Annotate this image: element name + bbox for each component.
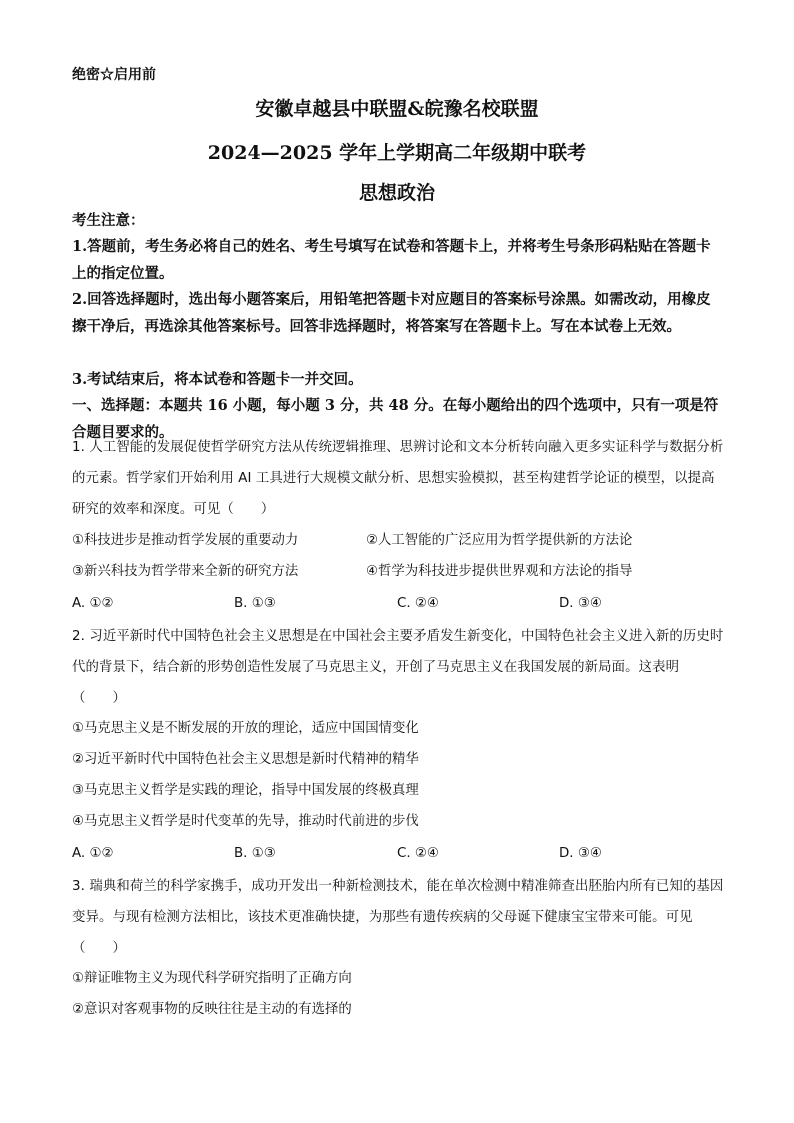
- question-3-option-1: ①辩证唯物主义为现代科学研究指明了正确方向: [72, 971, 352, 986]
- question-1-option-4: ④哲学为科技进步提供世界观和方法论的指导: [366, 564, 633, 579]
- question-3-option-2: ②意识对客观事物的反映往往是主动的有选择的: [72, 1002, 352, 1017]
- section-heading: 一、选择题：本题共 16 小题，每小题 3 分，共 48 分。在每小题给出的四个选项中，只有一项是符合题目要求的。: [72, 397, 719, 441]
- question-2-option-4: ④马克思主义哲学是时代变革的先导，推动时代前进的步伐: [72, 814, 419, 829]
- secret-label: 绝密☆启用前: [72, 67, 156, 83]
- question-2-choice-c: C. ②④: [397, 846, 439, 861]
- question-1-choice-d: D. ③④: [559, 596, 602, 611]
- question-2-choice-d: D. ③④: [559, 846, 602, 861]
- question-1-choice-a: A. ①②: [72, 596, 114, 611]
- question-2-choice-a: A. ①②: [72, 846, 114, 861]
- notice-item-3: 3.考试结束后，将本试卷和答题卡一并交回。: [72, 371, 363, 388]
- question-1-option-2: ②人工智能的广泛应用为哲学提供新的方法论: [366, 533, 633, 548]
- notice-heading: 考生注意：: [72, 212, 145, 229]
- notice-item-1: 1.答题前，考生务必将自己的姓名、考生号填写在试卷和答题卡上，并将考生号条形码粘贴在答题卡上的指定位置。: [72, 238, 711, 282]
- question-1-choice-b: B. ①③: [234, 596, 276, 611]
- question-2-option-3: ③马克思主义哲学是实践的理论，指导中国发展的终极真理: [72, 783, 419, 798]
- subject-title: 思想政治: [358, 182, 435, 204]
- question-3-stem: 3. 瑞典和荷兰的科学家携手，成功开发出一种新检测技术，能在单次检测中精准筛查出胚胎内所有已知的基因变异。与现有检测方法相比，该技术更准确快捷，为那些有遗传疾病的父母诞下健康宝宝带来可能。可见（ ）: [72, 879, 724, 956]
- question-2-option-1: ①马克思主义是不断发展的开放的理论，适应中国国情变化: [72, 721, 419, 736]
- question-2-option-2: ②习近平新时代中国特色社会主义思想是新时代精神的精华: [72, 752, 419, 767]
- notice-item-2: 2.回答选择题时，选出每小题答案后，用铅笔把答题卡对应题目的答案标号涂黑。如需改动，用橡皮擦干净后，再选涂其他答案标号。回答非选择题时，将答案写在答题卡上。写在本试卷上无效。: [72, 291, 711, 335]
- question-1-option-3: ③新兴科技为哲学带来全新的研究方法: [72, 564, 299, 579]
- exam-title-line1: 安徽卓越县中联盟&皖豫名校联盟: [255, 98, 539, 120]
- question-1-choice-c: C. ②④: [397, 596, 439, 611]
- question-2-stem: 2. 习近平新时代中国特色社会主义思想是在中国社会主要矛盾发生新变化，中国特色社会主义进入新的历史时代的背景下，结合新的形势创造性发展了马克思主义，开创了马克思主义在我国发展的新局面。这表明（ ）: [72, 629, 724, 706]
- exam-title-line2: 2024—2025 学年上学期高二年级期中联考: [207, 142, 587, 164]
- question-2-choice-b: B. ①③: [234, 846, 276, 861]
- question-1-option-1: ①科技进步是推动哲学发展的重要动力: [72, 533, 299, 548]
- question-1-stem: 1. 人工智能的发展促使哲学研究方法从传统逻辑推理、思辨讨论和文本分析转向融入更多实证科学与数据分析的元素。哲学家们开始利用 AI 工具进行大规模文献分析、思想实验模拟，甚至构建哲学论证的模型，以提高研究的效率和深度。可见（ ）: [72, 440, 724, 517]
